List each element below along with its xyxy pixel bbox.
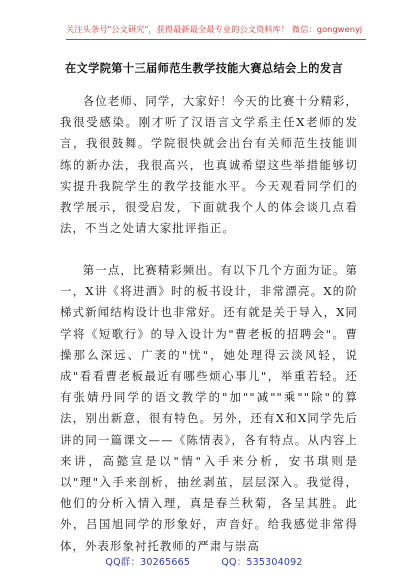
document-title: 在文学院第十三届师范生教学技能大赛总结会上的发言 bbox=[64, 62, 344, 75]
footer-contacts bbox=[0, 554, 408, 568]
header-notice: 关注头条号"公文研究"，获得最新最全最专业的公文资料库！ 微信：gongwenyj bbox=[66, 24, 363, 34]
paragraph-opening: 各位老师、同学，大家好！今天的比赛十分精彩，我很受感染。刚才听了汉语言文学系主任X老师的发言，我很鼓舞。学院很快就会出台有关师范生技能训练的新办法，我很高兴，也真诚希望这些举措能够切实提升我院学生的教学技能水平。今天观看同学们的教学展示，很受启发，下面就我个人的体会谈几点看法，不当之处请大家批评指正。 bbox=[60, 94, 358, 236]
footer-qq-group: QQ群：30265665 bbox=[105, 557, 191, 568]
paragraph-first-point: 第一点，比赛精彩频出。有以下几个方面为证。第一，X讲《将进酒》时的板书设计，非常漂亮。X的阶梯式新闻结构设计也非常好。还有就是关于导入，X同学将《短歌行》的导入设计为"曹老板的招聘会"。曹操那么深远、广袤的"忧"，她处理得云淡风轻，说成"看看曹老板最近有哪些烦心事儿"，举重若轻。还有张婧丹同学的语文教学的"加""减""乘""除"的算法，别出新意，很有特色。另外，还有X和X同学先后讲的同一篇课文——《陈情表》，各有特点。从内容上来讲，高懿宣是以"情"入手来分析，安书琪则是以"理"入手来剖析，抽丝剥茧，层层深入。我觉得，他们的分析入情入理，真是春兰秋菊，各呈其胜。此外，吕国旭同学的形象好，声音好。给我感觉非常得体，外表形象衬托教师的严肃与崇高 bbox=[60, 263, 358, 553]
footer-qq: QQ：535304092 bbox=[221, 557, 303, 568]
header-divider bbox=[66, 39, 366, 40]
